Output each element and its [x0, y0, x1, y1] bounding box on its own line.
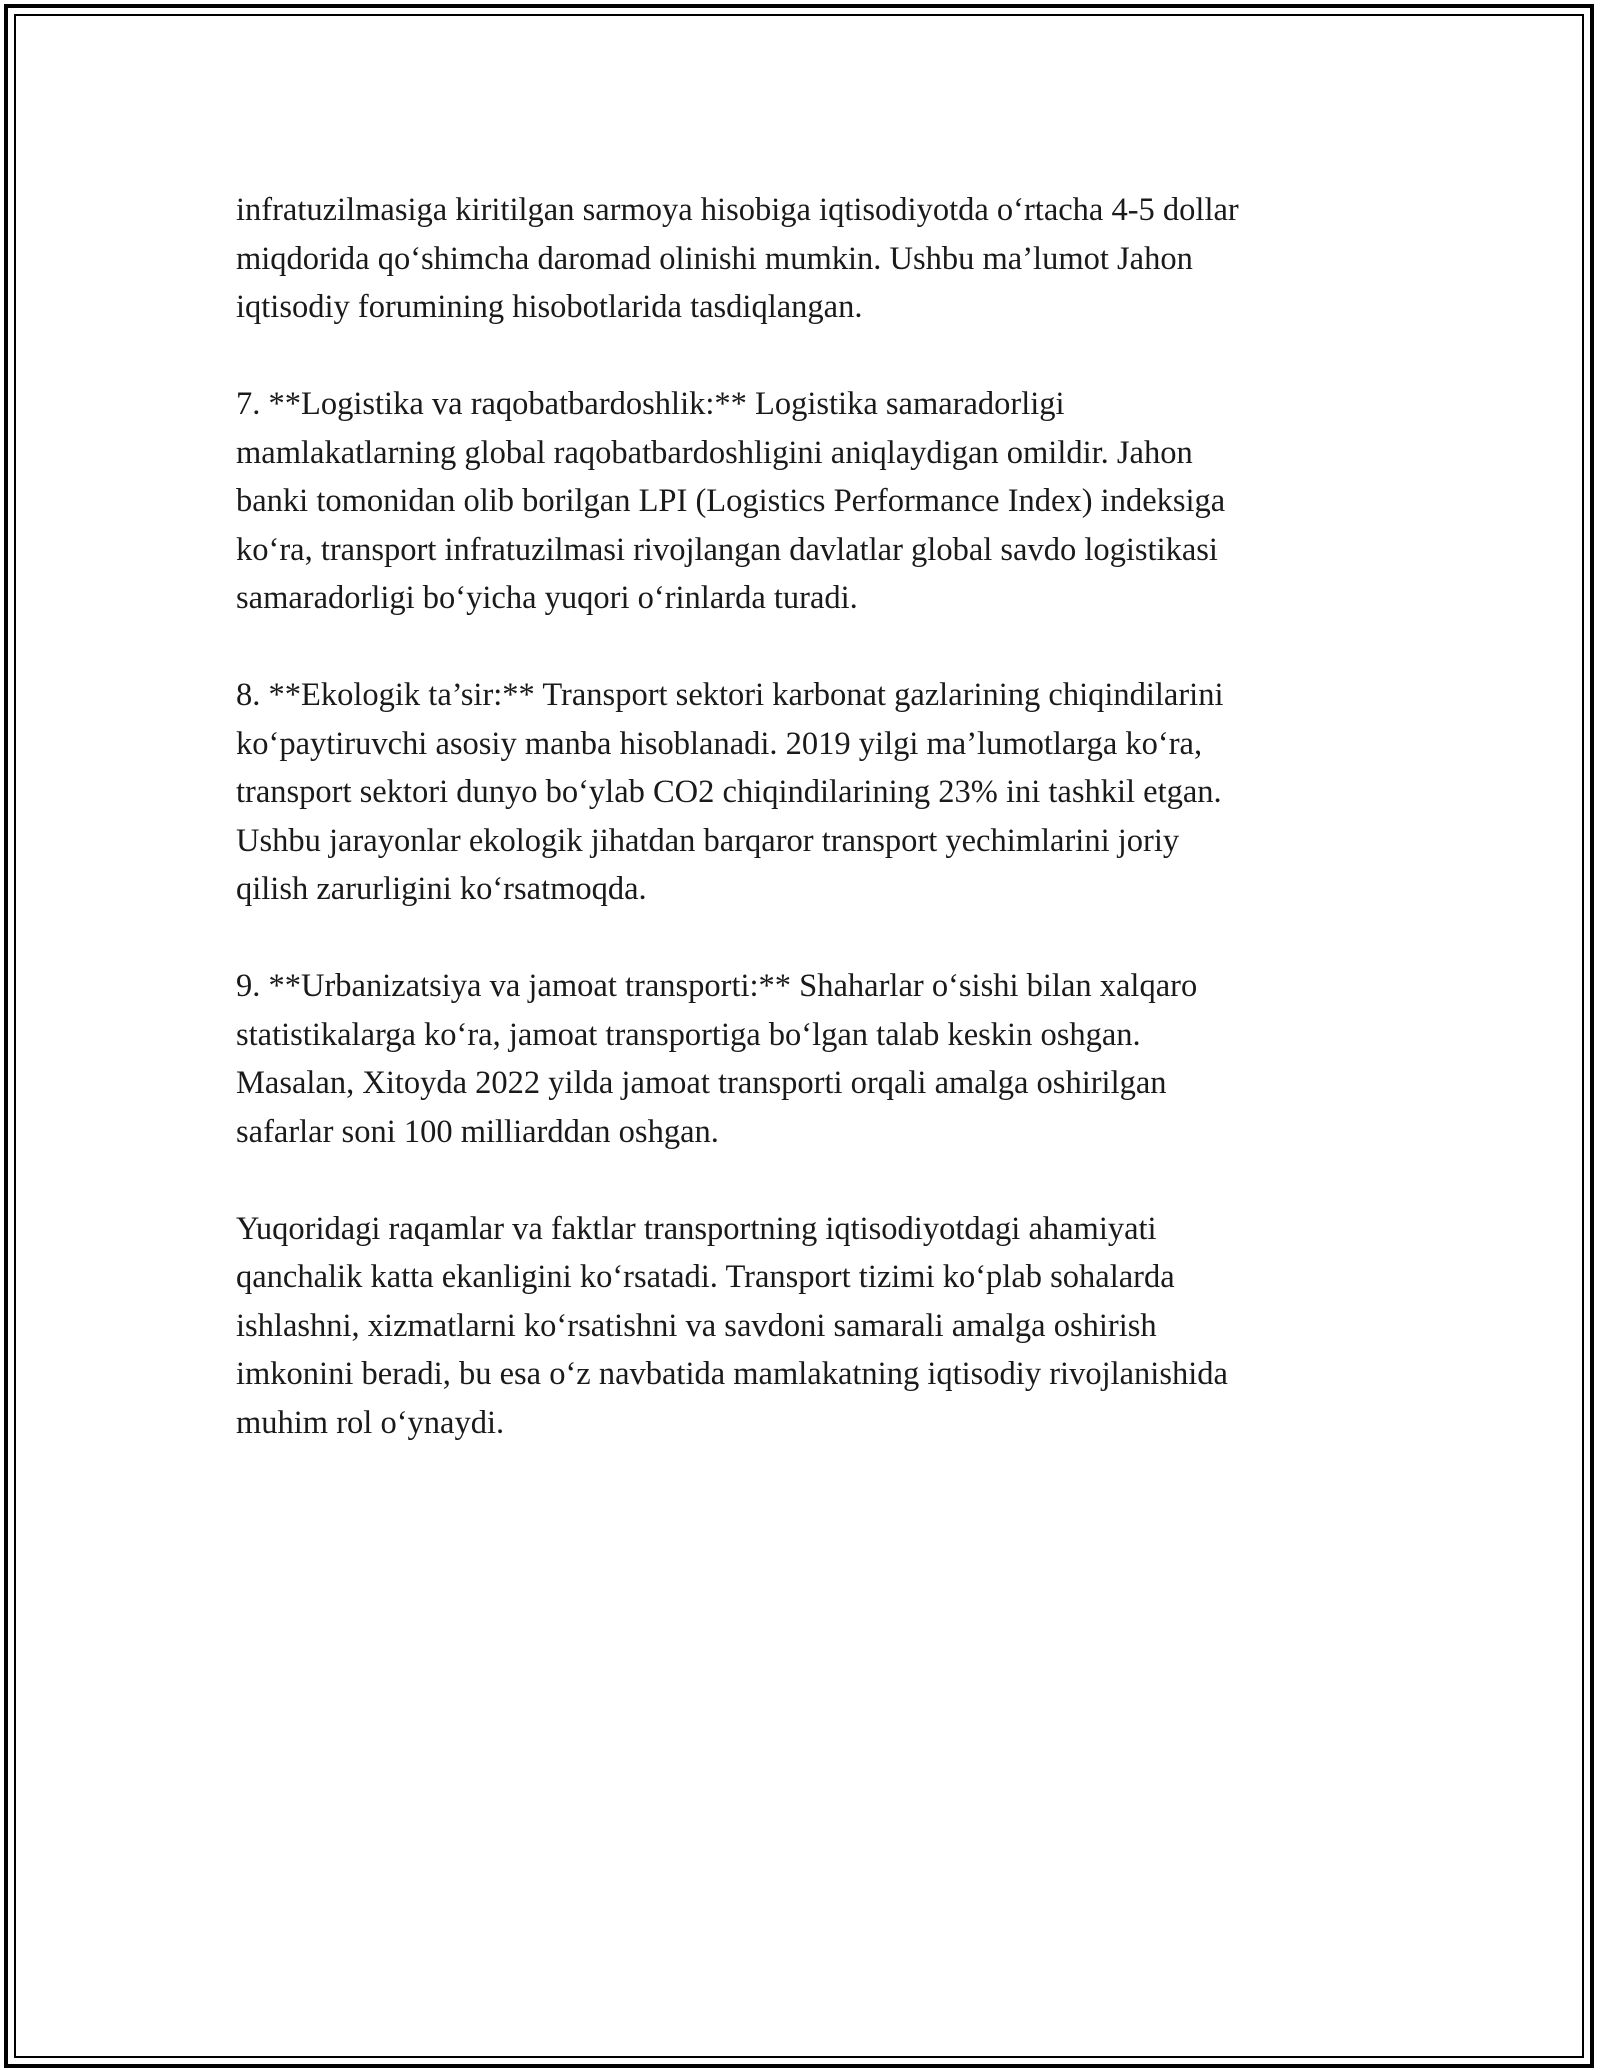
text-line: ko‘paytiruvchi asosiy manba hisoblanadi. 2019 yilgi ma’lumotlarga ko‘ra, [236, 725, 1203, 762]
text-line: Masalan, Xitoyda 2022 yilda jamoat transporti orqali amalga oshirilgan [236, 1065, 1167, 1101]
text-line: qilish zarurligini ko‘rsatmoqda. [236, 871, 647, 907]
text-line: Yuqoridagi raqamlar va faktlar transportning iqtisodiyotdagi ahamiyati [236, 1210, 1157, 1247]
paragraph-logistics [236, 380, 1376, 623]
text-line: samaradorligi bo‘yicha yuqori o‘rinlarda turadi. [236, 580, 858, 616]
paragraph-urbanization [236, 962, 1376, 1156]
text-line: mamlakatlarning global raqobatbardoshligini aniqlaydigan omildir. Jahon [236, 434, 1193, 471]
text-line: ishlashni, xizmatlarni ko‘rsatishni va savdoni samarali amalga oshirish [236, 1307, 1157, 1344]
text-line: 7. **Logistika va raqobatbardoshlik:** Logistika samaradorligi [236, 386, 1065, 422]
text-line: safarlar soni 100 milliarddan oshgan. [236, 1113, 719, 1150]
text-line: muhim rol o‘ynaydi. [236, 1404, 505, 1441]
document-body [236, 186, 1376, 1496]
paragraph-ecology [236, 671, 1376, 914]
text-line: banki tomonidan olib borilgan LPI (Logistics Performance Index) indeksiga [236, 483, 1226, 519]
text-line: miqdorida qo‘shimcha daromad olinishi mumkin. Ushbu ma’lumot Jahon [236, 240, 1193, 277]
text-line: 8. **Ekologik ta’sir:** Transport sektori karbonat gazlarining chiqindilarini [236, 677, 1224, 713]
paragraph-conclusion [236, 1205, 1376, 1448]
text-line: statistikalarga ko‘ra, jamoat transportiga bo‘lgan talab keskin oshgan. [236, 1016, 1141, 1053]
text-line: Ushbu jarayonlar ekologik jihatdan barqaror transport yechimlarini joriy [236, 822, 1180, 859]
text-line: qanchalik katta ekanligini ko‘rsatadi. Transport tizimi ko‘plab sohalarda [236, 1259, 1175, 1295]
text-line: ko‘ra, transport infratuzilmasi rivojlangan davlatlar global savdo logistikasi [236, 531, 1218, 568]
text-line: transport sektori dunyo bo‘ylab CO2 chiqindilarining 23% ini tashkil etgan. [236, 774, 1222, 810]
text-line: 9. **Urbanizatsiya va jamoat transporti:** Shaharlar o‘sishi bilan xalqaro [236, 968, 1198, 1004]
text-line: imkonini beradi, bu esa o‘z navbatida mamlakatning iqtisodiy rivojlanishida [236, 1356, 1228, 1392]
text-line: iqtisodiy forumining hisobotlarida tasdiqlangan. [236, 289, 863, 325]
paragraph-intro-continuation [236, 186, 1376, 332]
text-line: infratuzilmasiga kiritilgan sarmoya hisobiga iqtisodiyotda o‘rtacha 4-5 dollar [236, 192, 1239, 228]
